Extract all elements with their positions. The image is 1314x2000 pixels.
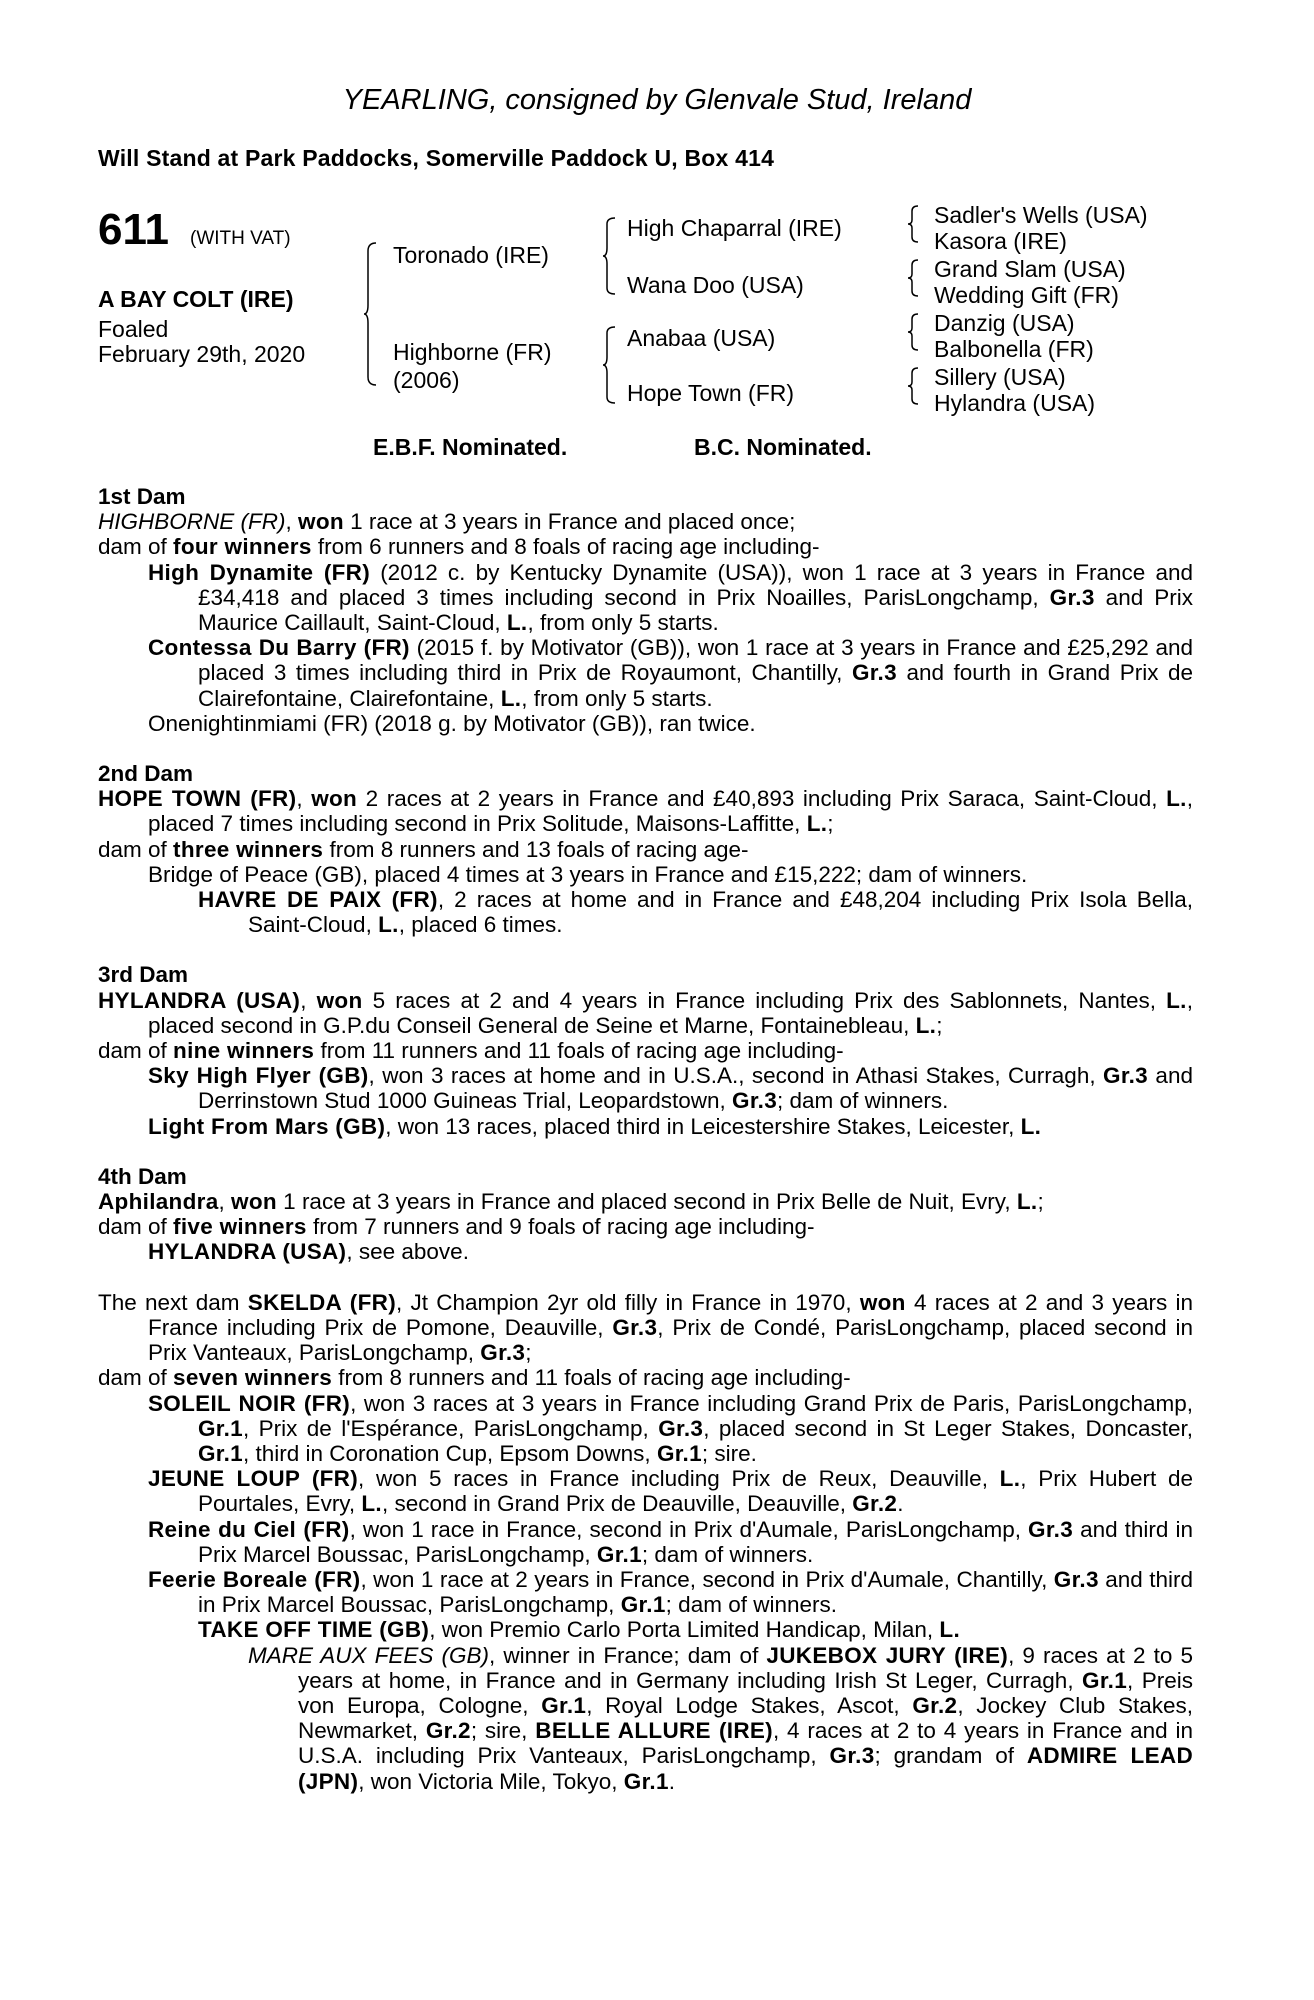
g-dam-sire-dam: Balbonella (FR) <box>934 336 1094 362</box>
sire-dam: Wana Doo (USA) <box>627 272 804 298</box>
dam: Highborne (FR) <box>393 339 552 365</box>
pedigree-bracket-g2 <box>908 260 920 296</box>
g-sire-sire-sire: Sadler's Wells (USA) <box>934 202 1148 228</box>
g-dam-dam-dam: Hylandra (USA) <box>934 390 1096 416</box>
dam-year: (2006) <box>393 367 460 393</box>
first-dam-heading: 1st Dam <box>98 484 186 509</box>
sale-header: YEARLING, consigned by Glenvale Stud, Ireland <box>342 84 972 116</box>
next-dam-produce-2: JEUNE LOUP (FR), won 5 races in France including Prix de Reux, Deauville, L., Prix Hubert de Pourtales, Evry, L., second in Grand Prix de Deauville, Deauville, Gr.2. <box>148 1466 1193 1517</box>
vat-note: (WITH VAT) <box>190 228 291 249</box>
second-dam-produce-1: Bridge of Peace (GB), placed 4 times at 3 years in France and £15,222; dam of winners. <box>148 861 1028 887</box>
first-dam-produce-1: High Dynamite (FR) (2012 c. by Kentucky Dynamite (USA)), won 1 race at 3 years in France and £34,418 and placed 3 times including second in Prix Noailles, ParisLongchamp, Gr.3 and Prix Maurice Caillault, Saint-Cloud, L., from only 5 starts. <box>148 559 1194 636</box>
dam-sire: Anabaa (USA) <box>627 325 776 351</box>
third-dam-line-1: HYLANDRA (USA), won 5 races at 2 and 4 years in France including Prix des Sablonnets, Nantes, L., placed second in G.P.du Conseil General de Seine et Marne, Fontainebleau, L.; <box>98 987 1193 1038</box>
next-dam-line-2: dam of seven winners from 8 runners and 11 foals of racing age including- <box>98 1365 851 1391</box>
third-dam-line-2: dam of nine winners from 11 runners and 11 foals of racing age including- <box>98 1038 844 1064</box>
g-dam-dam-sire: Sillery (USA) <box>934 364 1066 390</box>
pedigree-bracket-dam <box>603 327 617 403</box>
sire: Toronado (IRE) <box>393 242 549 268</box>
next-dam-produce-4: Feerie Boreale (FR), won 1 race at 2 years in France, second in Prix d'Aumale, Chantilly, Gr.3 and third in Prix Marcel Boussac, ParisLongchamp, Gr.1; dam of winners. <box>148 1566 1194 1618</box>
next-dam-grandproduce-1: TAKE OFF TIME (GB), won Premio Carlo Porta Limited Handicap, Milan, L. <box>198 1617 961 1643</box>
pedigree-bracket-main <box>364 243 378 385</box>
second-dam-line-2: dam of three winners from 8 runners and 13 foals of racing age- <box>98 836 749 862</box>
next-dam-produce-1: SOLEIL NOIR (FR), won 3 races at 3 years in France including Grand Prix de Paris, ParisLongchamp, Gr.1, Prix de l'Espérance, ParisLongchamp, Gr.3, placed second in St Leger Stakes, Doncaster, Gr.1, third in Coronation Cup, Epsom Downs, Gr.1; sire. <box>148 1390 1193 1466</box>
foaled-label: Foaled <box>98 316 169 342</box>
pedigree-bracket-g1 <box>908 206 920 242</box>
catalogue-body <box>98 484 1193 1794</box>
second-dam-line-1: HOPE TOWN (FR), won 2 races at 2 years in France and £40,893 including Prix Saraca, Saint-Cloud, L., placed 7 times including second in Prix Solitude, Maisons-Laffitte, L.; <box>98 786 1193 837</box>
third-dam-produce-1: Sky High Flyer (GB), won 3 races at home and in U.S.A., second in Athasi Stakes, Curragh, Gr.3 and Derrinstown Stud 1000 Guineas Trial, Leopardstown, Gr.3; dam of winners. <box>148 1063 1193 1114</box>
second-dam-heading: 2nd Dam <box>98 761 194 787</box>
fourth-dam-line-2: dam of five winners from 7 runners and 9 foals of racing age including- <box>98 1214 815 1240</box>
pedigree-bracket-g3 <box>908 314 920 350</box>
third-dam-heading: 3rd Dam <box>98 962 189 988</box>
lot-description: A BAY COLT (IRE) <box>98 286 294 312</box>
foaled-date: February 29th, 2020 <box>98 341 306 367</box>
first-dam-line-1: HIGHBORNE (FR), won 1 race at 3 years in France and placed once; <box>98 509 796 535</box>
next-dam-line-1: The next dam SKELDA (FR), Jt Champion 2yr old filly in France in 1970, won 4 races at 2 and 3 years in France including Prix de Pomone, Deauville, Gr.3, Prix de Condé, ParisLongchamp, placed second in Prix Vanteaux, ParisLongchamp, Gr.3; <box>98 1289 1194 1366</box>
stand-location: Will Stand at Park Paddocks, Somerville Paddock U, Box 414 <box>98 145 775 171</box>
pedigree-bracket-sire <box>603 218 617 294</box>
ebf-nomination: E.B.F. Nominated. <box>373 434 568 460</box>
second-dam-produce-2: HAVRE DE PAIX (FR), 2 races at home and in France and £48,204 including Prix Isola Bella, Saint-Cloud, L., placed 6 times. <box>198 887 1193 938</box>
pedigree-bracket-g4 <box>908 368 920 404</box>
g-dam-sire-sire: Danzig (USA) <box>934 310 1075 336</box>
g-sire-dam-sire: Grand Slam (USA) <box>934 256 1126 282</box>
lot-number: 611 <box>98 205 169 254</box>
bc-nomination: B.C. Nominated. <box>694 434 872 460</box>
fourth-dam-heading: 4th Dam <box>98 1163 187 1189</box>
dam-dam: Hope Town (FR) <box>627 380 795 406</box>
fourth-dam-line-1: Aphilandra, won 1 race at 3 years in France and placed second in Prix Belle de Nuit, Evry, L.; <box>98 1189 1044 1215</box>
next-dam-grandproduce-2: MARE AUX FEES (GB), winner in France; dam of JUKEBOX JURY (IRE), 9 races at 2 to 5 years at home, in France and in Germany including Irish St Leger, Curragh, Gr.1, Preis von Europa, Cologne, Gr.1, Royal Lodge Stakes, Ascot, Gr.2, Jockey Club Stakes, Newmarket, Gr.2; sire, BELLE ALLURE (IRE), 4 races at 2 to 4 years in France and in U.S.A. including Prix Vanteaux, ParisLongchamp, Gr.3; grandam of ADMIRE LEAD (JPN), won Victoria Mile, Tokyo, Gr.1. <box>248 1642 1194 1794</box>
first-dam-line-2: dam of four winners from 6 runners and 8 foals of racing age including- <box>98 534 820 560</box>
g-sire-sire-dam: Kasora (IRE) <box>934 228 1067 254</box>
next-dam-produce-3: Reine du Ciel (FR), won 1 race in France, second in Prix d'Aumale, ParisLongchamp, Gr.3 and third in Prix Marcel Boussac, ParisLongchamp, Gr.1; dam of winners. <box>148 1516 1193 1567</box>
first-dam-produce-3: Onenightinmiami (FR) (2018 g. by Motivator (GB)), ran twice. <box>148 710 756 736</box>
fourth-dam-produce-1: HYLANDRA (USA), see above. <box>148 1239 469 1265</box>
first-dam-produce-2: Contessa Du Barry (FR) (2015 f. by Motivator (GB)), won 1 race at 3 years in France and £25,292 and placed 3 times including third in Prix de Royaumont, Chantilly, Gr.3 and fourth in Grand Prix de Clairefontaine, Clairefontaine, L., from only 5 starts. <box>148 635 1194 711</box>
sire-sire: High Chaparral (IRE) <box>627 215 842 241</box>
g-sire-dam-dam: Wedding Gift (FR) <box>934 282 1119 308</box>
third-dam-produce-2: Light From Mars (GB), won 13 races, placed third in Leicestershire Stakes, Leicester, L. <box>148 1113 1042 1139</box>
